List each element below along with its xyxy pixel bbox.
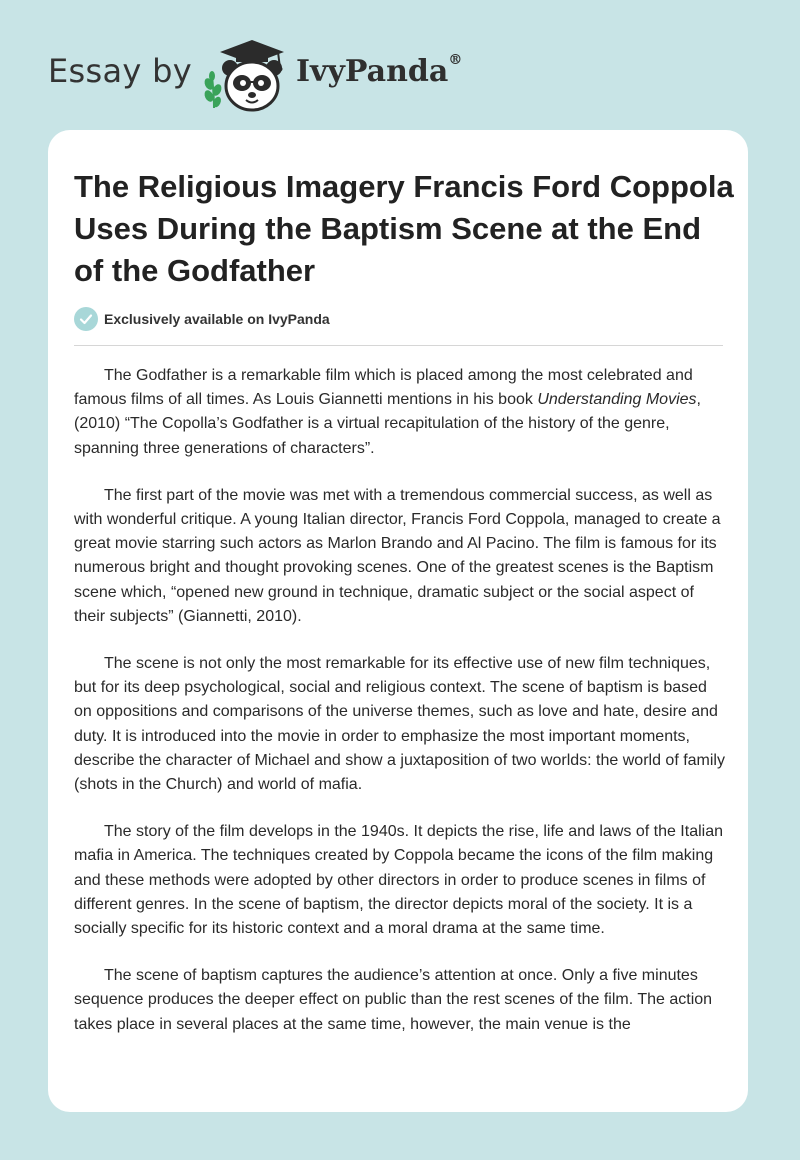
registered-mark: ® xyxy=(448,52,463,68)
divider xyxy=(74,345,723,346)
brand-name[interactable] xyxy=(296,54,462,89)
paragraph-text: The story of the film develops in the 1940s. It depicts the rise, life and laws of the Italian mafia in America. The techniques created by Coppola became the icons of the film making and these methods were adopted by other directors in order to produce scenes in films of different genres. In the scene of baptism, the director depicts moral of the society. It is a socially specific for its historic context and a moral drama at the same time. xyxy=(74,823,723,938)
leaf-sprig-icon xyxy=(203,71,223,108)
panda-graduate-icon[interactable] xyxy=(200,38,292,114)
exclusive-label: Exclusively available on IvyPanda xyxy=(104,311,330,327)
paragraph-text: The first part of the movie was met with a tremendous commercial success, as well as with wonderful critique. A young Italian director, Francis Ford Coppola, managed to create a great movie starring such actors as Marlon Brando and Al Pacino. The film is famous for its numerous bright and thought provoking scenes. One of the greatest scenes is the Baptism scene which, “opened new ground in technique, dramatic subject or the social aspect of their subjects” (Giannetti, 2010). xyxy=(74,486,721,625)
essay-body xyxy=(74,364,726,1060)
paragraph-text: , (2010) “The Copolla’s Godfather is a virtual recapitulation of the history of the genre, spanning three generations of characters”. xyxy=(74,391,701,457)
paragraph xyxy=(74,364,726,461)
paragraph xyxy=(74,964,726,1037)
paragraph-text: The scene of baptism captures the audience’s attention at once. Only a five minutes sequence produces the deeper effect on public than the rest scenes of the film. The action takes place in several places at the same time, however, the main venue is the xyxy=(74,967,713,1033)
check-circle-icon xyxy=(74,307,98,331)
essay-by-label: Essay by xyxy=(48,52,192,90)
essay-card xyxy=(48,130,748,1112)
paragraph-text: The scene is not only the most remarkable for its effective use of new film techniques, but for its deep psychological, social and religious context. The scene of baptism is based on oppositions and comparisons of the universe themes, such as love and hate, desire and duty. It is introduced into the movie in order to emphasize the most important moments, describe the character of Michael and show a juxtaposition of two worlds: the world of family (shots in the Church) and world of mafia. xyxy=(74,655,725,794)
paragraph xyxy=(74,484,726,629)
paragraph xyxy=(74,652,726,797)
book-title: Understanding Movies xyxy=(537,391,697,409)
essay-title: The Religious Imagery Francis Ford Coppola Uses During the Baptism Scene at the End of the Godfather xyxy=(74,169,734,288)
paragraph xyxy=(74,820,726,941)
brand-name-text: IvyPanda xyxy=(296,54,449,89)
paragraph-text: The Godfather is a remarkable film which is placed among the most celebrated and famous films of all times. As Louis Giannetti mentions in his book xyxy=(74,367,693,409)
exclusive-badge xyxy=(74,306,330,332)
site-header xyxy=(48,34,488,114)
